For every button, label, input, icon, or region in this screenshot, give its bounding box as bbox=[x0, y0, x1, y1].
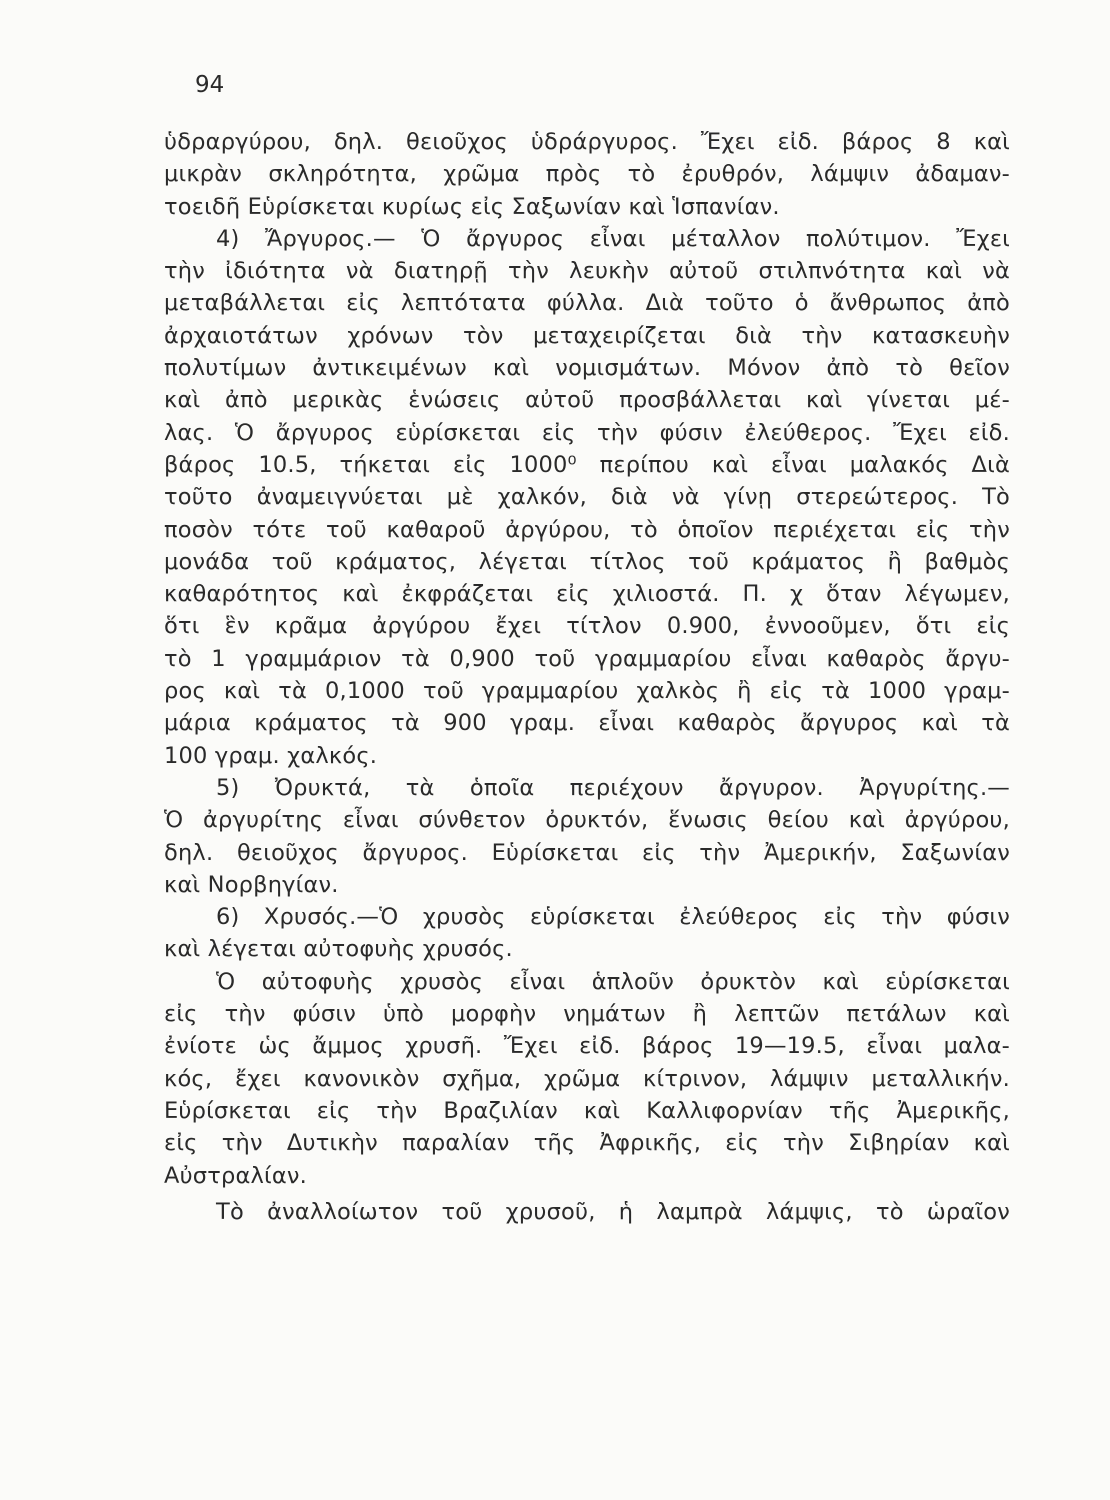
text-line: τοειδῆ Εὑρίσκεται κυρίως εἰς Σαξωνίαν καὶ Ἱσπανίαν. bbox=[164, 193, 780, 220]
text-line: τὸ 1 γραμμάριον τὰ 0,900 τοῦ γραμμαρίου εἶναι καθαρὸς ἄργυ- bbox=[164, 645, 1010, 672]
text-line: μικρὰν σκληρότητα, χρῶμα πρὸς τὸ ἐρυθρόν, λάμψιν ἀδαμαν- bbox=[164, 161, 1010, 188]
text-line: καὶ ἀπὸ μερικὰς ἑνώσεις αὐτοῦ προσβάλλεται καὶ γίνεται μέ- bbox=[164, 387, 1010, 414]
text-line: ὑδραργύρου, δηλ. θειοῦχος ὑδράργυρος. Ἔχει εἰδ. βάρος 8 καὶ bbox=[164, 129, 1010, 155]
text-line: πολυτίμων ἀντικειμένων καὶ νομισμάτων. Μόνον ἀπὸ τὸ θεῖον bbox=[164, 355, 1010, 382]
text-line: κός, ἔχει κανονικὸν σχῆμα, χρῶμα κίτρινον, λάμψιν μεταλλικήν. bbox=[164, 1065, 1010, 1092]
text-line: ποσὸν τότε τοῦ καθαροῦ ἀργύρου, τὸ ὁποῖον περιέχεται εἰς τὴν bbox=[164, 516, 1010, 543]
text-line: δηλ. θειοῦχος ἄργυρος. Εὑρίσκεται εἰς τὴν Ἀμερικήν, Σαξωνίαν bbox=[164, 839, 1010, 866]
text-line: ὅτι ἓν κρᾶμα ἀργύρου ἔχει τίτλον 0.900, ἐννοοῦμεν, ὅτι εἰς bbox=[164, 613, 1010, 640]
text-line: 4) Ἄργυρος.— Ὁ ἄργυρος εἶναι μέταλλον πολύτιμον. Ἔχει bbox=[216, 225, 1010, 252]
text-line: 5) Ὀρυκτά, τὰ ὁποῖα περιέχουν ἄργυρον. Ἀργυρίτης.— bbox=[216, 774, 1010, 801]
text-line: Εὑρίσκεται εἰς τὴν Βραζιλίαν καὶ Καλλιφορνίαν τῆς Ἀμερικῆς, bbox=[164, 1097, 1010, 1124]
text-line: καθαρότητος καὶ ἐκφράζεται εἰς χιλιοστά. Π. χ ὅταν λέγωμεν, bbox=[164, 581, 1010, 608]
page-number: 94 bbox=[195, 72, 225, 98]
text-line: ἀρχαιοτάτων χρόνων τὸν μεταχειρίζεται διὰ τὴν κατασκευὴν bbox=[164, 322, 1010, 349]
text-line: Τὸ ἀναλλοίωτον τοῦ χρυσοῦ, ἡ λαμπρὰ λάμψις, τὸ ὡραῖον bbox=[216, 1198, 1010, 1225]
text-line: τὴν ἰδιότητα νὰ διατηρῇ τὴν λευκὴν αὐτοῦ στιλπνότητα καὶ νὰ bbox=[164, 258, 1010, 285]
text-line: βάρος 10.5, τήκεται εἰς 1000⁰ περίπου καὶ εἶναι μαλακός Διὰ bbox=[164, 451, 1010, 478]
text-line: ρος καὶ τὰ 0,1000 τοῦ γραμμαρίου χαλκὸς ἢ εἰς τὰ 1000 γραμ- bbox=[164, 678, 1010, 705]
text-line: 100 γραμ. χαλκός. bbox=[164, 742, 378, 769]
text-line: εἰς τὴν φύσιν ὑπὸ μορφὴν νημάτων ἢ λεπτῶν πετάλων καὶ bbox=[164, 1001, 1010, 1028]
text-line: Ὁ αὐτοφυὴς χρυσὸς εἶναι ἁπλοῦν ὀρυκτὸν καὶ εὑρίσκεται bbox=[216, 968, 1010, 995]
text-line: καὶ Νορβηγίαν. bbox=[164, 871, 339, 898]
text-line: τοῦτο ἀναμειγνύεται μὲ χαλκόν, διὰ νὰ γίνῃ στερεώτερος. Τὸ bbox=[164, 484, 1010, 511]
text-line: λας. Ὁ ἄργυρος εὑρίσκεται εἰς τὴν φύσιν ἐλεύθερος. Ἔχει εἰδ. bbox=[164, 419, 1010, 446]
text-line: μάρια κράματος τὰ 900 γραμ. εἶναι καθαρὸς ἄργυρος καὶ τὰ bbox=[164, 710, 1010, 737]
text-line: ἐνίοτε ὡς ἄμμος χρυσῆ. Ἔχει εἰδ. βάρος 19—19.5, εἶναι μαλα- bbox=[164, 1033, 1010, 1060]
text-line: εἰς τὴν Δυτικὴν παραλίαν τῆς Ἀφρικῆς, εἰς τὴν Σιβηρίαν καὶ bbox=[164, 1130, 1010, 1157]
body-text bbox=[164, 126, 1010, 1228]
text-line: Αὐστραλίαν. bbox=[164, 1162, 308, 1189]
text-line: 6) Χρυσός.—Ὁ χρυσὸς εὑρίσκεται ἐλεύθερος εἰς τὴν φύσιν bbox=[216, 904, 1010, 931]
text-line: μονάδα τοῦ κράματος, λέγεται τίτλος τοῦ κράματος ἢ βαθμὸς bbox=[164, 548, 1010, 575]
text-line: καὶ λέγεται αὐτοφυὴς χρυσός. bbox=[164, 936, 513, 963]
text-line: Ὁ ἀργυρίτης εἶναι σύνθετον ὀρυκτόν, ἕνωσις θείου καὶ ἀργύρου, bbox=[164, 807, 1010, 834]
text-line: μεταβάλλεται εἰς λεπτότατα φύλλα. Διὰ τοῦτο ὁ ἄνθρωπος ἀπὸ bbox=[164, 290, 1010, 317]
